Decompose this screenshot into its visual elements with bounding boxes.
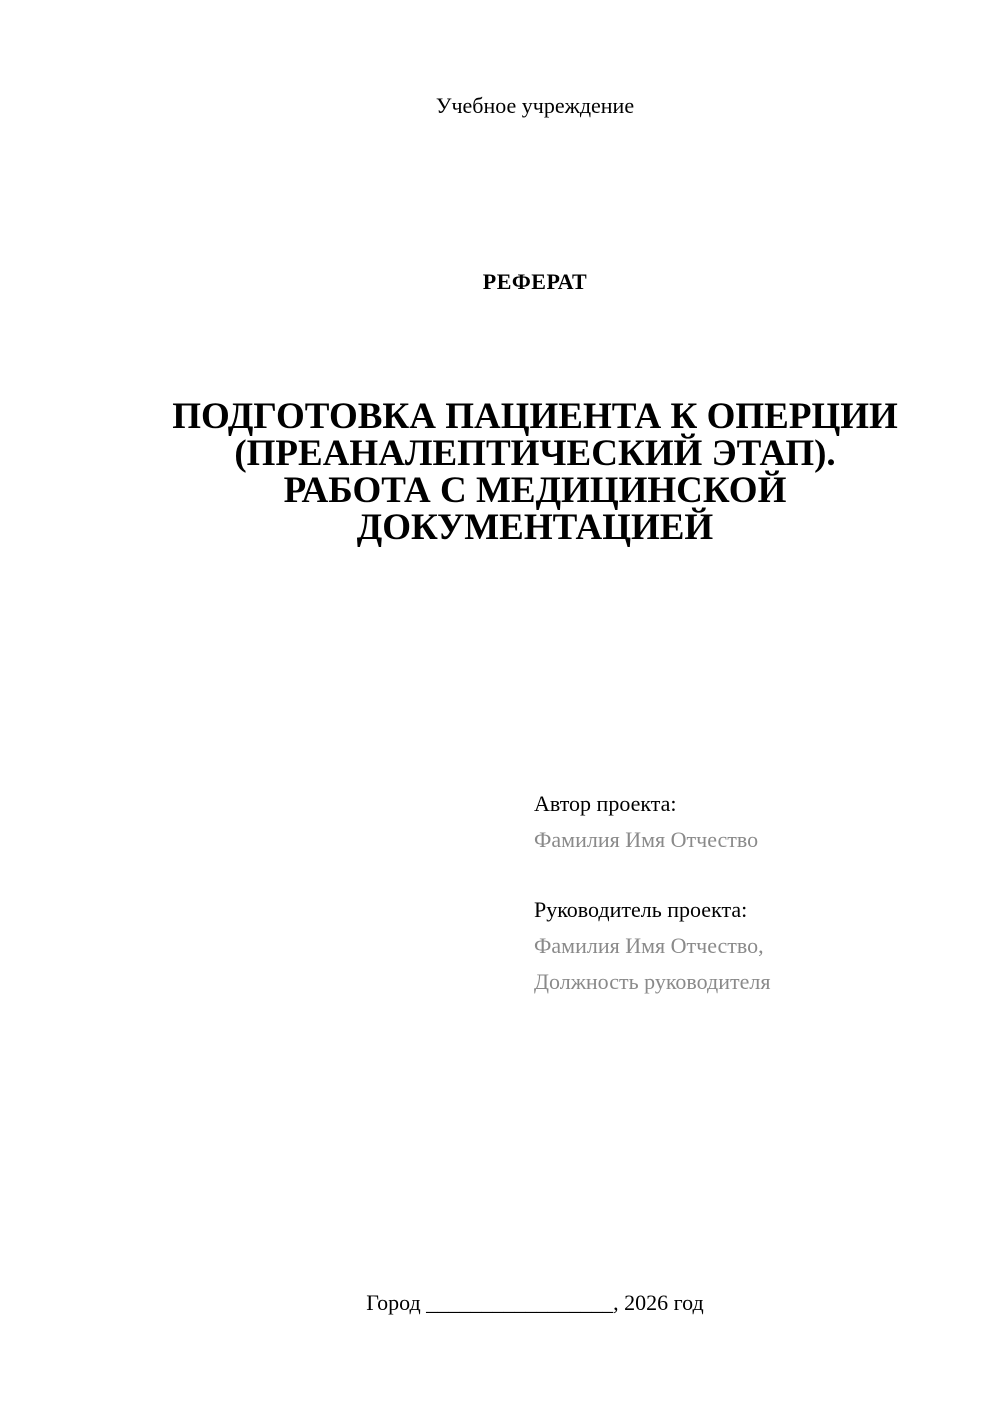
supervisor-name: Фамилия Имя Отчество, (534, 933, 764, 958)
credits-block (534, 786, 974, 1000)
document-title (135, 398, 935, 546)
title-line-1: ПОДГОТОВКА ПАЦИЕНТА К ОПЕРЦИИ (172, 396, 898, 437)
title-line-2: (ПРЕАНАЛЕПТИЧЕСКИЙ ЭТАП). (234, 433, 836, 474)
credits-spacer (534, 858, 974, 892)
author-name: Фамилия Имя Отчество (534, 827, 759, 852)
supervisor-label: Руководитель проекта: (534, 897, 748, 922)
institution-name: Учебное учреждение (435, 93, 635, 118)
supervisor-position: Должность руководителя (534, 969, 771, 994)
city-year-line: Город _________________, 2026 год (366, 1290, 704, 1315)
author-label: Автор проекта: (534, 791, 677, 816)
title-line-4: ДОКУМЕНТАЦИЕЙ (356, 507, 714, 548)
title-line-3: РАБОТА С МЕДИЦИНСКОЙ (283, 470, 787, 511)
document-type: РЕФЕРАТ (482, 269, 588, 294)
